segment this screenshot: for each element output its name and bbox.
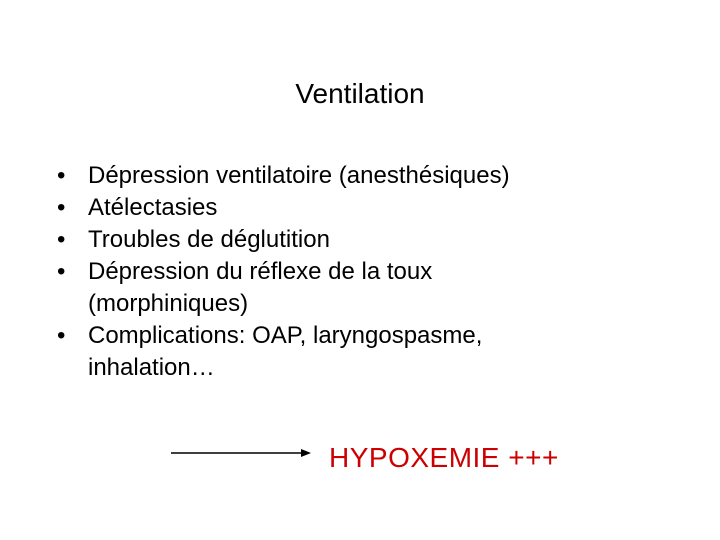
bullet-item bbox=[52, 192, 672, 224]
bullet-text: Troubles de déglutition bbox=[88, 226, 330, 253]
result-text: HYPOXEMIE +++ bbox=[329, 442, 559, 473]
bullet-item bbox=[52, 320, 568, 384]
bullet-marker: • bbox=[57, 194, 66, 221]
bullet-text: Atélectasies bbox=[88, 194, 218, 221]
bullet-text: Dépression ventilatoire (anesthésiques) bbox=[88, 162, 510, 189]
bullet-text: Complications: OAP, laryngospasme, inhalation… bbox=[88, 322, 483, 381]
bullet-marker: • bbox=[57, 258, 66, 285]
bullet-item bbox=[52, 256, 508, 320]
bullet-marker: • bbox=[57, 162, 66, 189]
slide-title bbox=[0, 76, 720, 112]
bullet-marker: • bbox=[57, 322, 66, 349]
bullet-list bbox=[52, 160, 672, 384]
bullet-item bbox=[52, 160, 672, 192]
bullet-item bbox=[52, 224, 672, 256]
right-arrow-icon bbox=[171, 447, 311, 459]
slide-title-text: Ventilation bbox=[295, 78, 425, 109]
bullet-text: Dépression du réflexe de la toux (morphiniques) bbox=[88, 258, 433, 317]
bullet-marker: • bbox=[57, 226, 66, 253]
